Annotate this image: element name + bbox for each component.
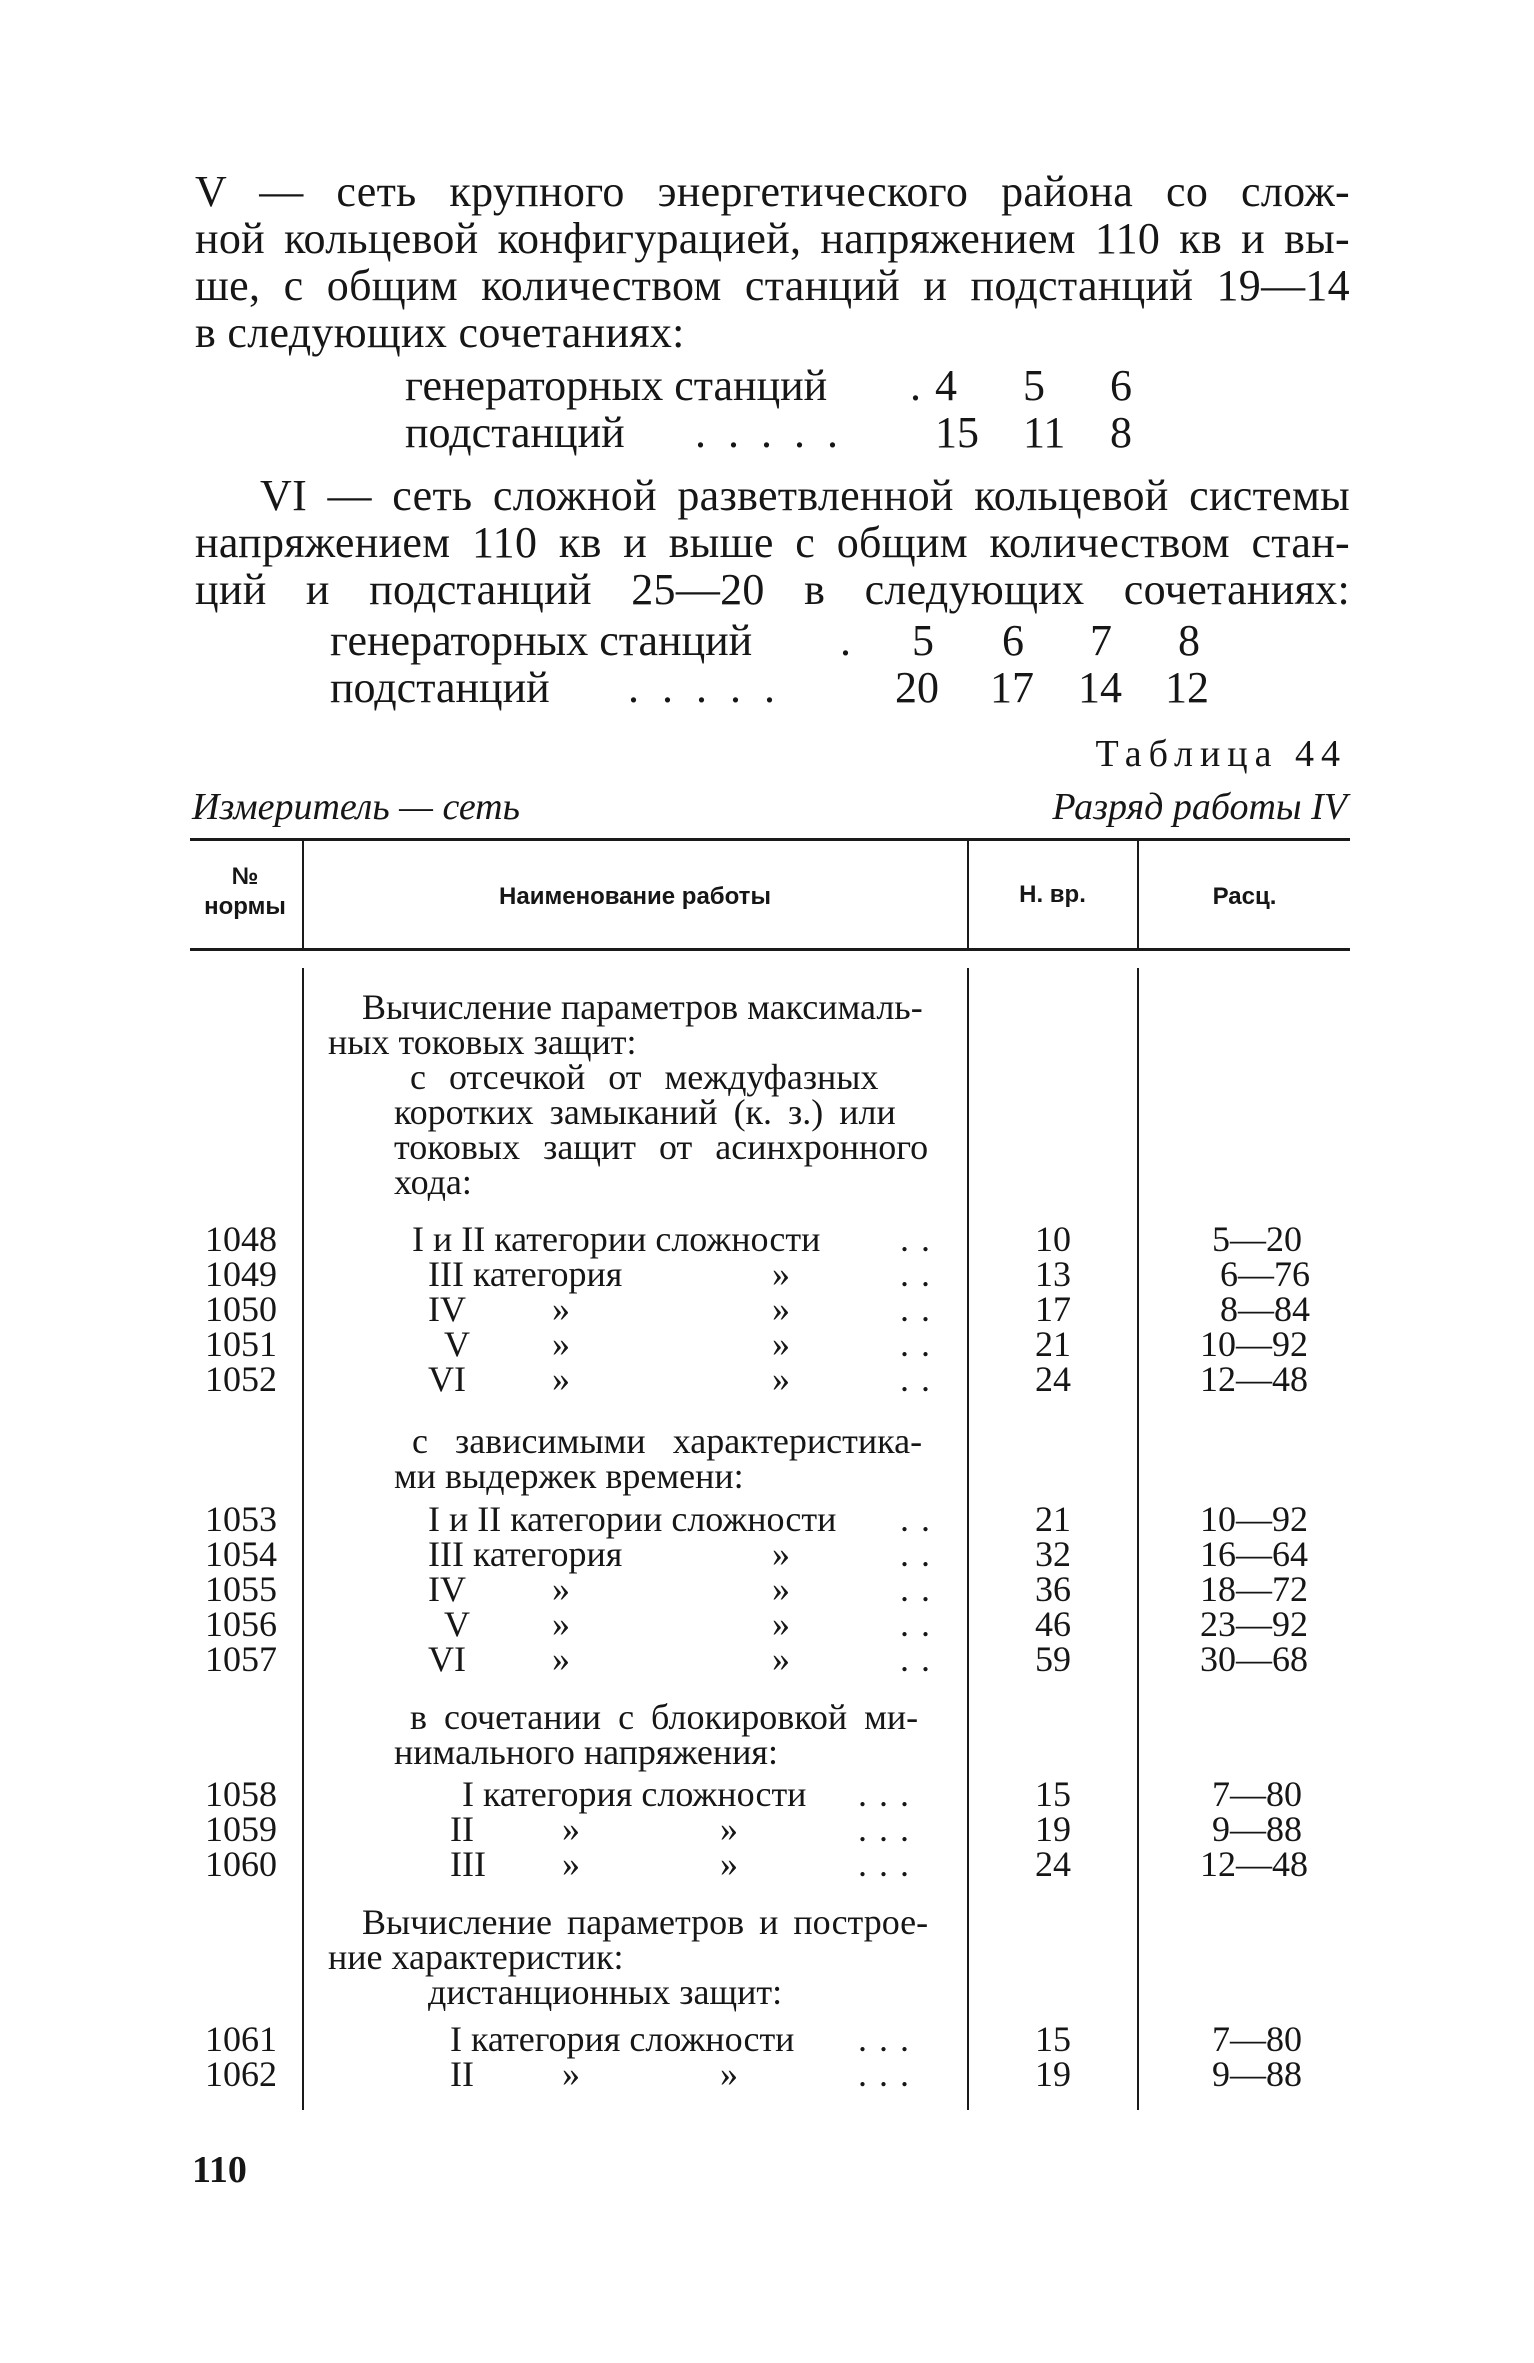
text-line: в следующих сочетаниях: (195, 308, 685, 357)
table-measure-unit: Измеритель — сеть (192, 786, 520, 828)
column-divider (302, 968, 304, 2110)
text-line: VI — сеть сложной разветвленной кольцевой системы (260, 471, 1350, 520)
ditto-mark: » (562, 2054, 580, 2094)
work-name: I и II категории сложности (412, 1219, 821, 1259)
time-norm: 19 (1035, 1809, 1071, 1849)
rate: 7—80 (1212, 1774, 1302, 1814)
column-header-norm-number (190, 862, 300, 922)
time-norm: 46 (1035, 1604, 1071, 1644)
combination-row-generators (330, 617, 1230, 664)
column-header-work-name (304, 882, 966, 912)
time-norm: 36 (1035, 1569, 1071, 1609)
rate: 9—88 (1212, 2054, 1302, 2094)
norm-number: 1050 (205, 1289, 277, 1329)
combination-value: 8 (1178, 616, 1200, 665)
ditto-mark: » (552, 1639, 570, 1679)
dot-leader: .. (900, 1289, 942, 1329)
norm-number: 1054 (205, 1534, 277, 1574)
dot-leader: ... (858, 1809, 921, 1849)
work-name: III (450, 1844, 486, 1884)
combination-value: 11 (1023, 408, 1066, 457)
time-norm: 24 (1035, 1844, 1071, 1884)
text-line: Вычисление параметров максималь- (362, 987, 923, 1027)
ditto-mark: » (772, 1569, 790, 1609)
combination-value: 8 (1110, 408, 1132, 457)
ditto-mark: » (552, 1324, 570, 1364)
work-name: V (444, 1604, 470, 1644)
time-norm: 21 (1035, 1499, 1071, 1539)
time-norm: 15 (1035, 1774, 1071, 1814)
norm-number: 1061 (205, 2019, 277, 2059)
dot-leader: .. (900, 1254, 942, 1294)
text-line: ций и подстанций 25—20 в следующих сочетаниях: (195, 565, 1350, 614)
header-text: Расц. (1212, 883, 1277, 910)
ditto-mark: » (562, 1844, 580, 1884)
ditto-mark: » (552, 1289, 570, 1329)
column-header-time-norm (969, 880, 1136, 910)
combination-value: 12 (1165, 663, 1209, 712)
dot-leader: ... (858, 1774, 921, 1814)
dot-leader: .. (900, 1359, 942, 1399)
combination-table-v (405, 362, 1185, 456)
work-name: I категория сложности (450, 2019, 795, 2059)
dot-leader: .. (900, 1604, 942, 1644)
combination-value: 15 (935, 408, 979, 457)
combination-label: подстанций (405, 408, 625, 457)
combination-row-substations (405, 409, 1185, 456)
rate: 7—80 (1212, 2019, 1302, 2059)
combination-value: 7 (1090, 616, 1112, 665)
table-work-grade: Разряд работы IV (1052, 786, 1347, 828)
dot-leader: ..... (628, 663, 798, 712)
rate: 8—84 (1220, 1289, 1310, 1329)
dot-leader: .. (900, 1639, 942, 1679)
header-text: Наименование работы (499, 883, 771, 910)
dot-leader: ... (858, 2054, 921, 2094)
work-name: III категория (428, 1254, 623, 1294)
table-title: Таблица 44 (1095, 733, 1347, 775)
time-norm: 19 (1035, 2054, 1071, 2094)
norm-number: 1060 (205, 1844, 277, 1884)
text-line: ми выдержек времени: (394, 1456, 744, 1496)
text-line: с зависимыми характеристика- (412, 1421, 923, 1461)
combination-value: 5 (1023, 361, 1045, 410)
work-name: IV (428, 1289, 466, 1329)
combination-value: 14 (1078, 663, 1122, 712)
rate: 9—88 (1212, 1809, 1302, 1849)
text-line: ше, с общим количеством станций и подстанций 19—14 (195, 261, 1350, 310)
dot-leader: .. (900, 1324, 942, 1364)
ditto-mark: » (772, 1639, 790, 1679)
text-line: хода: (394, 1162, 472, 1202)
work-name: IV (428, 1569, 466, 1609)
rate: 30—68 (1200, 1639, 1308, 1679)
combination-row-generators (405, 362, 1185, 409)
ditto-mark: » (772, 1324, 790, 1364)
norm-number: 1049 (205, 1254, 277, 1294)
time-norm: 10 (1035, 1219, 1071, 1259)
work-name: V (444, 1324, 470, 1364)
combination-value: 6 (1002, 616, 1024, 665)
work-name: III категория (428, 1534, 623, 1574)
text-line: коротких замыканий (к. з.) или (394, 1092, 896, 1132)
ditto-mark: » (720, 2054, 738, 2094)
text-line: V — сеть крупного энергетического района со слож- (195, 167, 1350, 216)
ditto-mark: » (772, 1359, 790, 1399)
ditto-mark: » (772, 1254, 790, 1294)
header-text: нормы (204, 893, 286, 920)
combination-value: 20 (895, 663, 939, 712)
rate: 12—48 (1200, 1844, 1308, 1884)
norm-number: 1056 (205, 1604, 277, 1644)
text-line: токовых защит от асинхронного (394, 1127, 929, 1167)
combination-label: генераторных станций (330, 616, 753, 665)
norm-number: 1059 (205, 1809, 277, 1849)
rate: 10—92 (1200, 1324, 1308, 1364)
header-text: Н. вр. (1019, 881, 1086, 908)
dot-leader: .. (900, 1499, 942, 1539)
combination-value: 4 (935, 361, 957, 410)
rate: 23—92 (1200, 1604, 1308, 1644)
dot-leader: .. (900, 1219, 942, 1259)
norm-number: 1057 (205, 1639, 277, 1679)
ditto-mark: » (720, 1844, 738, 1884)
work-name: II (450, 2054, 474, 2094)
text-line: ных токовых защит: (328, 1022, 637, 1062)
header-text: № (231, 863, 259, 890)
table-header-rule (190, 948, 1350, 951)
ditto-mark: » (720, 1809, 738, 1849)
time-norm: 15 (1035, 2019, 1071, 2059)
rate: 10—92 (1200, 1499, 1308, 1539)
page-number: 110 (192, 2149, 247, 2191)
norm-number: 1058 (205, 1774, 277, 1814)
column-divider (1137, 968, 1139, 2110)
ditto-mark: » (552, 1604, 570, 1644)
time-norm: 59 (1035, 1639, 1071, 1679)
combination-value: 5 (912, 616, 934, 665)
work-name: I категория сложности (462, 1774, 807, 1814)
text-line: ной кольцевой конфигурацией, напряжением 110 кв и вы- (195, 214, 1350, 263)
ditto-mark: » (772, 1289, 790, 1329)
norm-number: 1051 (205, 1324, 277, 1364)
ditto-mark: » (772, 1534, 790, 1574)
combination-value: 17 (990, 663, 1034, 712)
text-line: дистанционных защит: (428, 1972, 783, 2012)
time-norm: 21 (1035, 1324, 1071, 1364)
text-line: Вычисление параметров и построе- (362, 1902, 929, 1942)
dot-leader: .. (900, 1569, 942, 1609)
combination-table-vi (330, 617, 1230, 711)
column-divider (967, 968, 969, 2110)
combination-label: подстанций (330, 663, 550, 712)
dot-leader: . (840, 616, 851, 665)
time-norm: 24 (1035, 1359, 1071, 1399)
combination-value: 6 (1110, 361, 1132, 410)
ditto-mark: » (772, 1604, 790, 1644)
text-line: ние характеристик: (328, 1937, 624, 1977)
text-line: с отсечкой от междуфазных (410, 1057, 879, 1097)
work-name: VI (428, 1639, 466, 1679)
rate: 6—76 (1220, 1254, 1310, 1294)
paragraph-network-vi (195, 472, 1350, 613)
norm-number: 1062 (205, 2054, 277, 2094)
ditto-mark: » (562, 1809, 580, 1849)
norm-number: 1052 (205, 1359, 277, 1399)
norm-number: 1048 (205, 1219, 277, 1259)
paragraph-network-v (195, 168, 1350, 356)
text-line: в сочетании с блокировкой ми- (410, 1697, 919, 1737)
ditto-mark: » (552, 1569, 570, 1609)
ditto-mark: » (552, 1359, 570, 1399)
work-name: II (450, 1809, 474, 1849)
work-name: VI (428, 1359, 466, 1399)
time-norm: 32 (1035, 1534, 1071, 1574)
rate: 5—20 (1212, 1219, 1302, 1259)
dot-leader: ... (858, 2019, 921, 2059)
combination-label: генераторных станций (405, 361, 828, 410)
rate: 16—64 (1200, 1534, 1308, 1574)
norm-number: 1055 (205, 1569, 277, 1609)
text-line: напряжением 110 кв и выше с общим количеством стан- (195, 518, 1350, 567)
combination-row-substations (330, 664, 1230, 711)
dot-leader: ... (858, 1844, 921, 1884)
table-top-rule (190, 838, 1350, 841)
rate: 18—72 (1200, 1569, 1308, 1609)
time-norm: 17 (1035, 1289, 1071, 1329)
column-header-rate (1139, 882, 1350, 912)
rate: 12—48 (1200, 1359, 1308, 1399)
time-norm: 13 (1035, 1254, 1071, 1294)
dot-leader: . (910, 361, 921, 410)
norm-number: 1053 (205, 1499, 277, 1539)
text-line: нимального напряжения: (394, 1732, 778, 1772)
dot-leader: .. (900, 1534, 942, 1574)
dot-leader: ..... (695, 408, 860, 457)
work-name: I и II категории сложности (428, 1499, 837, 1539)
